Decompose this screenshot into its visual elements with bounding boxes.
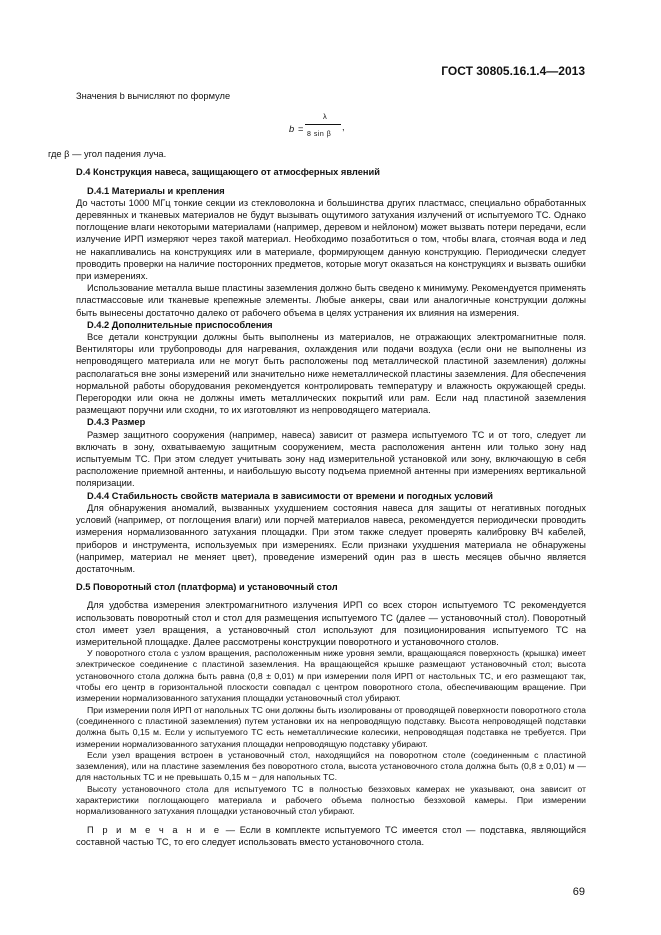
section-d5-paragraph-2: У поворотного стола с узлом вращения, расположенным ниже уровня земли, вращающаяся поверхность (крышка) имеет электрическое соединение с пластиной заземления. На вращающейся крышке размещают установочный стол; высота установочного стола должна быть равна (0,8 ± 0,01) м при измерении поля ИРП от настольных ТС, и его размещают так, чтобы его центр в горизонтальной плоскости совпадал с центром поворотного стола, обеспечивающим вращение. При измерении нормализованного затухания площадки установочный стол убирают. [76,648,586,704]
section-d4-title: D.4 Конструкция навеса, защищающего от атмосферных явлений [76,167,380,178]
section-d43-paragraph-1: Размер защитного сооружения (например, навеса) зависит от размера испытуемого ТС и от того, следует ли включать в зону, охватываемую защитным сооружением, места расположения антенн или только зону над испытуемым ТС. При этом следует учитывать зону над измерительной установкой или зону, включающую в себя расположение приемной антенны, и наибольшую высоту подъема приемной антенны при измерениях вертикальной поляризации. [76,429,586,489]
section-d42-title: D.4.2 Дополнительные приспособления [87,319,273,330]
formula-numerator: λ [323,112,327,122]
note-label: П р и м е ч а н и е [87,824,222,835]
section-d5-title: D.5 Поворотный стол (платформа) и установочный стол [76,582,338,593]
section-d43-title: D.4.3 Размер [87,417,146,428]
section-d42-paragraph-1: Все детали конструкции должны быть выполнены из материалов, не отражающих электромагнитные поля. Вентиляторы или трубопроводы для нагревания, охлаждения или подачи воздуха (если они не выполнены из непроводящего материала или не могут быть расположены под металлической пластиной заземления) должны располагаться вне зоны измерений или значительно ниже неметаллической пластины заземления. Для обеспечения нормальной работы оборудования рекомендуется контролировать температуру и влажность окружающей среды. Перегородки или окна не должны иметь металлических покрытий или рам. Если над пластиной заземления размещают поручни или сходни, то их изготовляют из непроводящего материала. [76,332,586,416]
section-d41-title: D.4.1 Материалы и крепления [87,185,225,196]
formula-denominator: 8 sin β [307,131,332,139]
section-d5-paragraph-3: При измерении поля ИРП от напольных ТС они должны быть изолированы от проводящей поверхности поворотного стола (соединенного с пластиной заземления) путем установки их на непроводящую подставку. Высота непроводящей подставки должна быть 0,15 м. Если у испытуемого ТС есть неметаллические колесики, непроводящая подставка не требуется. При измерении нормализованного затухания площадки непроводящую подставку убирают. [76,704,586,749]
page-number: 69 [572,886,585,898]
section-d5-paragraph-1: Для удобства измерения электромагнитного излучения ИРП со всех сторон испытуемого ТС рекомендуется использовать поворотный стол и стол для размещения испытуемого ТС (далее — установочный стол). Поворотный стол имеет узел вращения, а установочный стол используют для позиционирования испытуемого ТС на измерительной площадке. Далее рассмотрены конструкции поворотного и установочного столов. [76,600,586,647]
section-d5-paragraph-4: Если узел вращения встроен в установочный стол, находящийся на поворотном столе (соединенным с пластиной заземления), или на пластине заземления без поворотного стола, высота установочного стола должна быть (0,8 ± 0,01) м — для настольных ТС и не превышать 0,15 м − для напольных ТС. [76,749,586,783]
page-content [48,90,586,848]
formula-intro: Значения b вычисляют по формуле [76,91,231,101]
section-d41-paragraph-1: До частоты 1000 МГц тонкие секции из стекловолокна и большинства других пластмасс, специально обработанных деревянных и тканевых материалов не будут вызывать ощутимого затухания излучений от испытуемого ТС. Однако поглощение влаги некоторыми материалами (например, деревом и нейлоном) может вызвать потери передачи, если излучение ИРП измеряют через такой материал. Необходимо позаботиться о том, чтобы влага, стоячая вода и лед не накапливались на конструкциях или в материале, формирующем данную конструкцию. Периодически следует проводить проверки на наличие посторонних предметов, которые могут оказаться на конструкциях и вызвать ошибки при измерениях. [76,197,586,282]
section-d44-paragraph-1: Для обнаружения аномалий, вызванных ухудшением состояния навеса для защиты от негативных погодных условий (например, от поглощения влаги) или порчей материалов навеса, рекомендуется периодически проводить измерения нормализованного затухания площадки. При этом также следует проверять калибровку ВЧ кабелей, приборов и инструмента, используемых при измерениях. Если признаки ухудшения материала не обнаружены (например, материал не меняет цвет), проведение измерений один раз в шесть месяцев обычно является достаточным. [76,502,586,574]
note [76,824,586,848]
formula-where: где β — угол падения луча. [48,149,167,160]
section-d5-paragraph-5: Высоту установочного стола для испытуемого ТС в полностью безэховых камерах не указывают, она зависит от характеристики поглощающего материала и рабочего объема полностью безэховой камеры. При измерении нормализованного затухания площадки установочный стол убирают. [76,783,586,817]
fraction-bar [305,124,341,125]
formula-comma: , [342,122,345,133]
document-header: ГОСТ 30805.16.1.4—2013 [441,64,585,78]
formula [76,104,586,148]
section-d44-title: D.4.4 Стабильность свойств материала в зависимости от времени и погодных условий [87,490,493,501]
formula-lhs: b [289,124,295,135]
section-d41-paragraph-2: Использование металла выше пластины заземления должно быть сведено к минимуму. Рекомендуется применять пластмассовые или тканевые крепежные элементы. Любые анкеры, сваи или аналогичные конструкции должны быть вынесены достаточно далеко от рабочего объема в целях устранения их влияния на измерения. [76,283,586,318]
note-text: — Если в комплекте испытуемого ТС имеется стол — подставка, являющийся составной частью ТС, то его следует использовать вместо установочного стола. [76,824,586,847]
formula-equals: = [298,124,304,135]
